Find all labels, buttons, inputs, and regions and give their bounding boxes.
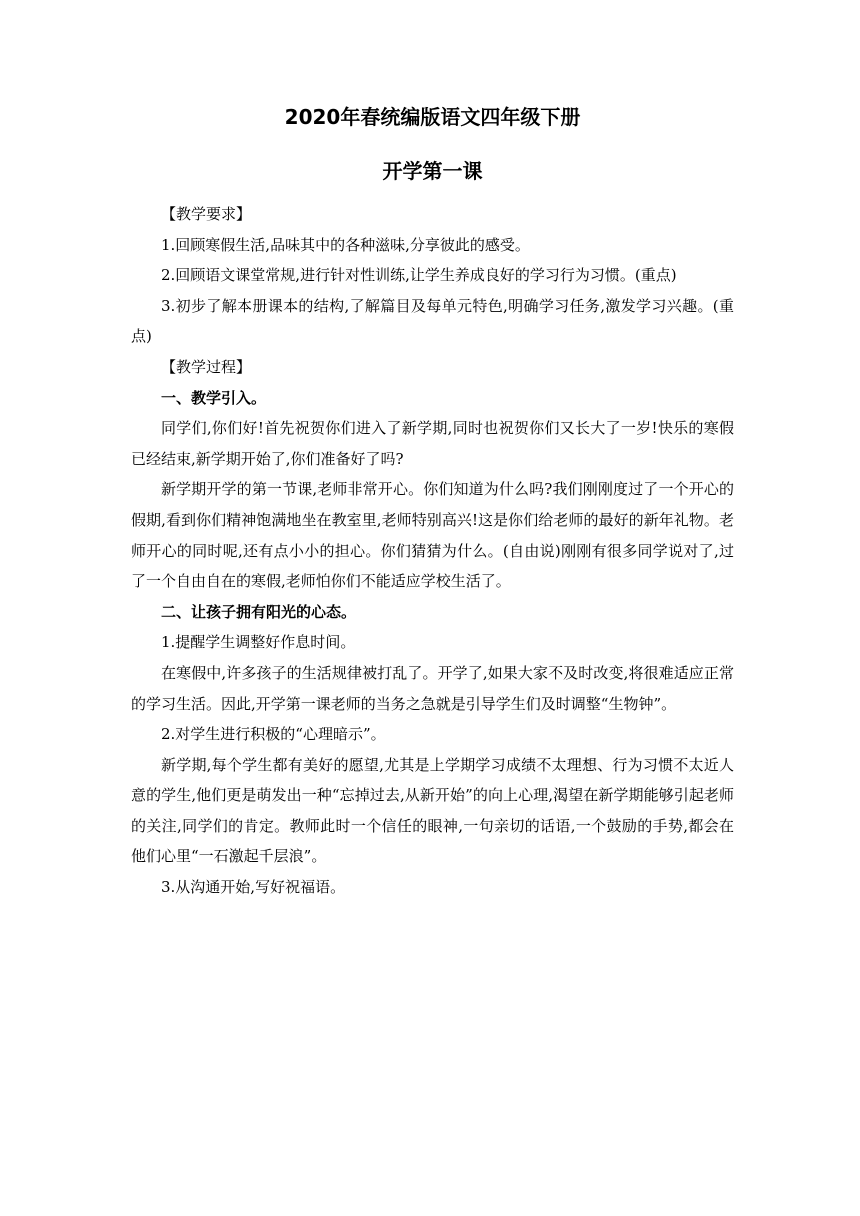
paragraph-biological-clock: 在寒假中,许多孩子的生活规律被打乱了。开学了,如果大家不及时改变,将很难适应正常的学习生活。因此,开学第一课老师的当务之急就是引导学生们及时调整“生物钟”。: [131, 663, 734, 713]
subheading-write-blessings: 3.从沟通开始,写好祝福语。: [161, 878, 346, 897]
section-heading-teaching-requirements: 【教学要求】: [161, 205, 252, 223]
part-heading-introduction: 一、教学引入。: [161, 388, 267, 407]
paragraph-greeting: 同学们,你们好!首先祝贺你们进入了新学期,同时也祝贺你们又长大了一岁!快乐的寒假已经结束,新学期开始了,你们准备好了吗?: [131, 419, 734, 468]
part-heading-sunny-attitude: 二、让孩子拥有阳光的心态。: [161, 602, 357, 621]
subheading-adjust-schedule: 1.提醒学生调整好作息时间。: [161, 633, 356, 652]
requirement-item-3: 3.初步了解本册课本的结构,了解篇目及每单元特色,明确学习任务,激发学习兴趣。(重点): [131, 296, 734, 346]
requirement-item-1: 1.回顾寒假生活,品味其中的各种滋味,分享彼此的感受。: [161, 235, 530, 254]
subheading-psychological-hint: 2.对学生进行积极的“心理暗示”。: [161, 725, 386, 744]
section-heading-teaching-process: 【教学过程】: [161, 357, 252, 376]
requirement-item-2: 2.回顾语文课堂常规,进行针对性训练,让学生养成良好的学习行为习惯。(重点): [161, 266, 677, 285]
document-title: 2020年春统编版语文四年级下册: [284, 105, 581, 129]
lesson-title: 开学第一课: [382, 159, 483, 183]
paragraph-new-semester-wishes: 新学期,每个学生都有美好的愿望,尤其是上学期学习成绩不太理想、行为习惯不太近人意的学生,他们更是萌发出一种“忘掉过去,从新开始”的向上心理,渴望在新学期能够引起老师的关注,同学们的肯定。教师此时一个信任的眼神,一句亲切的话语,一个鼓励的手势,都会在他们心里“一石激起千层浪”。: [131, 755, 734, 866]
paragraph-first-lesson: 新学期开学的第一节课,老师非常开心。你们知道为什么吗?我们刚刚度过了一个开心的假期,看到你们精神饱满地坐在教室里,老师特别高兴!这是你们给老师的最好的新年礼物。老师开心的同时呢,还有点小小的担心。你们猜猜为什么。(自由说)刚刚有很多同学说对了,过了一个自由自在的寒假,老师怕你们不能适应学校生活了。: [131, 480, 734, 591]
document-body: [131, 97, 734, 903]
